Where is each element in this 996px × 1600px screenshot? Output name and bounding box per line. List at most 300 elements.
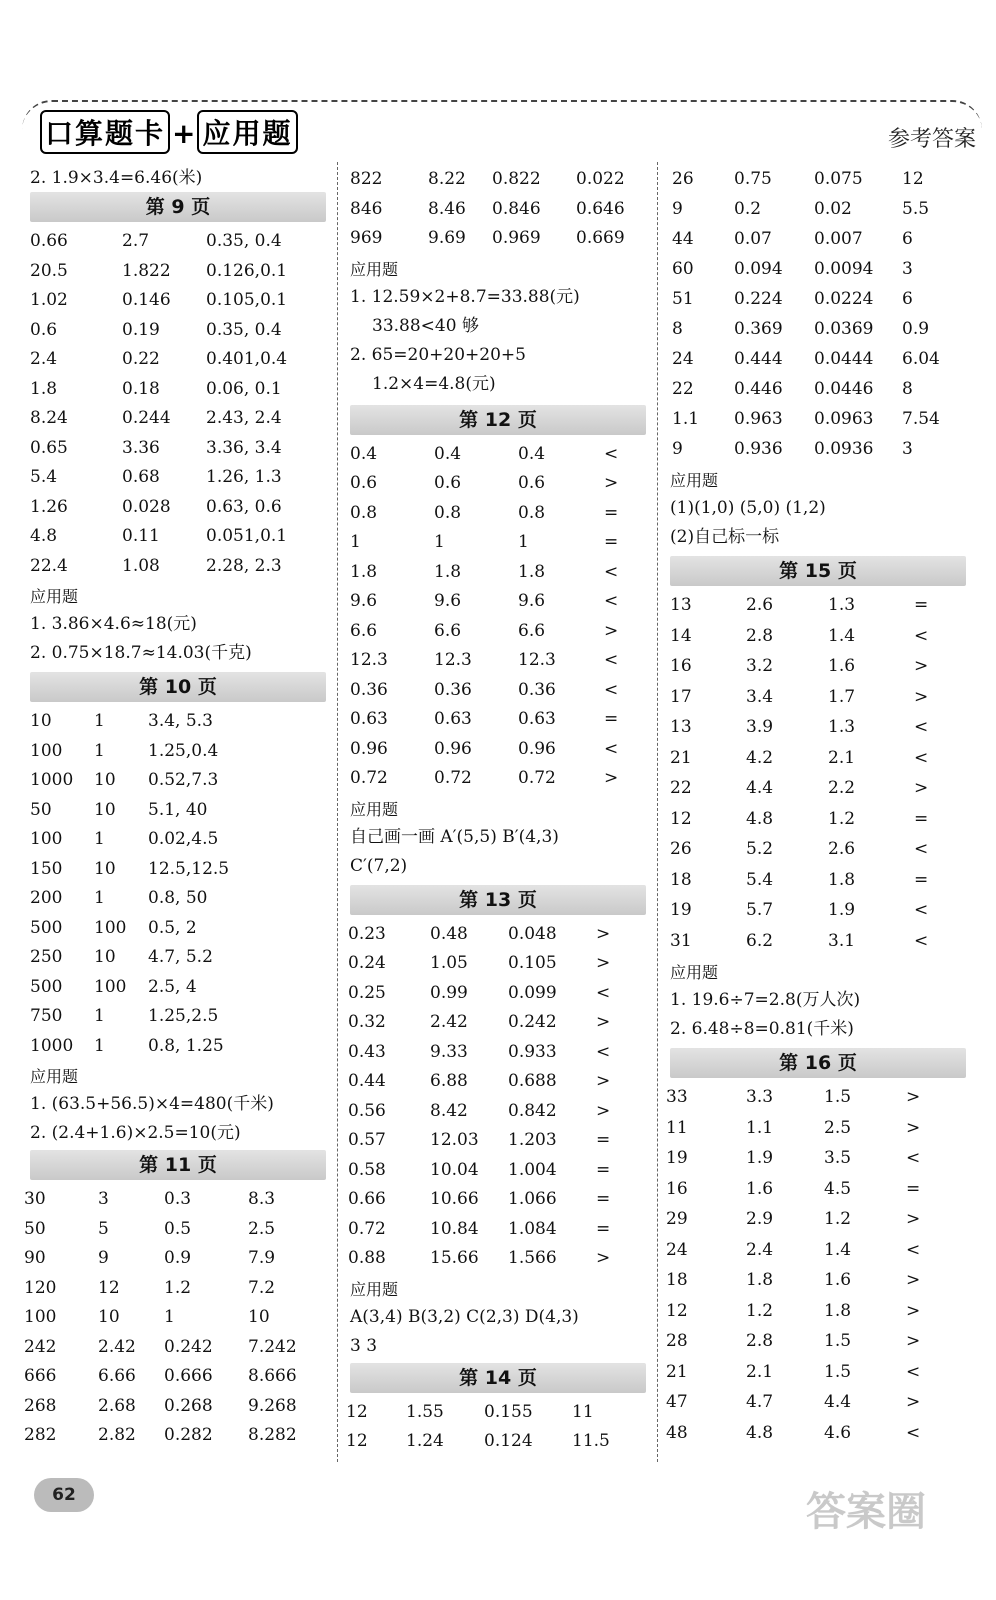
table-cell: 50 [30,799,52,820]
table-cell: 6 [902,289,913,309]
table-cell: 11 [572,1401,594,1422]
table-cell: 12.3 [518,650,556,670]
table-cell: 1.4 [824,1239,852,1260]
table-cell: > [604,473,619,493]
table-cell: 0.028 [122,496,171,517]
table-cell: 1 [434,532,445,552]
table-cell: 1.8 [30,378,58,399]
table-cell: 0.32 [348,1012,386,1032]
table-cell: 2.6 [746,595,774,615]
table-cell: 0.02 [814,199,852,219]
table-cell: 8.24 [30,408,68,428]
table-cell: 8.22 [428,169,466,189]
table-cell: 0.822 [492,169,541,189]
table-cell: = [596,1159,611,1180]
table-row [666,1082,970,1112]
table-cell: 0.3 [164,1189,192,1209]
table-cell: 0.44 [348,1071,386,1091]
table-cell: 9 [672,439,683,459]
table-cell: < [914,717,929,737]
table-cell: > [906,1117,921,1138]
table-cell: 0.24 [348,953,386,973]
table-row [350,498,650,528]
table-row [24,1214,330,1244]
table-row [30,256,330,286]
table-cell: 100 [24,1307,57,1327]
application-label: 应用题 [670,471,719,490]
table-cell: < [914,625,929,646]
table-cell: 30 [24,1189,46,1209]
table-cell: 1 [518,532,529,552]
page-section-header: 第 13 页 [350,885,646,915]
table-cell: 1.004 [508,1159,557,1180]
page-section-header: 第 12 页 [350,405,646,435]
table-row [30,492,330,522]
table-cell: 0.9 [902,319,930,339]
table-cell: 0.66 [348,1189,386,1209]
table-cell: 24 [666,1239,688,1260]
table-cell: 0.963 [734,409,783,429]
table-cell: 6.2 [746,930,774,951]
table-cell: 0.63 [518,709,556,729]
table-cell: 16 [670,656,692,676]
table-cell: 15.66 [430,1248,479,1268]
table-cell: 0.0224 [814,289,874,309]
table-cell: 0.666 [164,1366,213,1386]
table-cell: 1.6 [746,1178,774,1199]
table-row [350,645,650,675]
table-cell: 8.666 [248,1366,297,1386]
table-cell: 7.9 [248,1248,276,1268]
table-cell: 0.124 [484,1431,533,1451]
table-cell: 9.33 [430,1041,468,1062]
table-cell: 0.268 [164,1395,213,1416]
column-divider [657,162,659,1462]
answer-line: 自己画一画 A′(5,5) B′(4,3) [350,826,559,847]
table-cell: 250 [30,947,63,967]
table-cell: > [906,1209,921,1229]
table-cell: 3.4 [746,686,774,707]
table-cell: 0.66 [30,231,68,251]
table-cell: < [914,900,929,920]
table-row [30,403,330,433]
table-cell: 0.36 [434,679,472,700]
table-cell: 21 [666,1361,688,1382]
table-cell: 0.88 [348,1248,386,1268]
table-cell: 4.4 [824,1392,852,1412]
table-cell: = [604,532,619,552]
table-cell: 12 [346,1431,368,1451]
table-cell: 4.5 [824,1178,852,1199]
table-cell: 120 [24,1277,57,1298]
table-row [670,404,970,434]
table-cell: 0.4 [518,443,546,464]
table-cell: 1 [350,532,361,552]
table-cell: 0.0446 [814,379,874,399]
table-row [30,315,330,345]
answer-line: 1. (63.5+56.5)×4=480(千米) [30,1094,274,1114]
table-cell: 10 [94,770,116,790]
table-cell: 1.9 [746,1148,774,1168]
table-cell: 0.126,0.1 [206,260,288,281]
table-cell: 0.8 [350,502,378,523]
table-row [350,1096,650,1126]
table-cell: < [596,1041,611,1062]
table-row [670,254,970,284]
table-cell: 2.82 [98,1425,136,1445]
answer-line: 1. 3.86×4.6≈18(元) [30,614,197,634]
table-cell: > [604,620,619,641]
answer-line: 2. 0.75×18.7≈14.03(千克) [30,643,252,663]
table-cell: 12.03 [430,1130,479,1150]
table-cell: 0.8, 50 [148,888,208,908]
application-label: 应用题 [670,963,719,982]
table-cell: 12 [670,808,692,829]
table-cell: 8 [672,319,683,339]
table-cell: 4.8 [746,1422,774,1443]
table-cell: 0.56 [348,1100,386,1121]
table-cell: > [596,923,611,944]
table-cell: < [604,591,619,611]
table-cell: 20.5 [30,260,68,281]
table-cell: 2.1 [746,1361,774,1382]
table-cell: 1.8 [746,1270,774,1290]
table-cell: 3.9 [746,717,774,737]
table-cell: 44 [672,229,694,249]
table-cell: 2.5 [248,1218,276,1239]
table-row [670,374,970,404]
table-cell: 0.99 [430,982,468,1003]
table-row [666,1418,970,1448]
table-cell: = [604,502,619,523]
table-cell: 0.02,4.5 [148,829,219,849]
table-row [670,224,970,254]
table-row [24,1391,330,1421]
table-cell: 2.2 [828,778,856,798]
table-cell: < [914,747,929,768]
table-row [24,1243,330,1273]
table-cell: 0.401,0.4 [206,349,288,369]
application-label: 应用题 [30,1067,79,1086]
table-row [30,462,330,492]
table-cell: 3.1 [828,930,856,951]
answer-line: 33.88<40 够 [372,315,479,336]
table-cell: 0.446 [734,379,783,399]
table-row [350,468,650,498]
table-cell: 1.7 [828,686,856,707]
table-cell: > [906,1300,921,1321]
table-cell: 11 [666,1117,688,1138]
table-cell: = [914,808,929,829]
table-row [350,1243,650,1273]
table-cell: 150 [30,858,63,879]
table-cell: 0.36 [518,679,556,700]
table-cell: > [906,1331,921,1351]
table-row [670,773,970,803]
table-cell: 0.048 [508,923,557,944]
table-cell: 1.25,2.5 [148,1006,219,1026]
table-cell: 0.688 [508,1071,557,1091]
table-cell: 13 [670,717,692,737]
table-cell: 0.6 [30,319,58,340]
table-cell: 1.822 [122,260,171,281]
table-cell: 0.63 [350,709,388,729]
table-cell: 0.099 [508,982,557,1003]
table-cell: 0.8, 1.25 [148,1035,224,1056]
answers-heading: 参考答案 [887,127,976,152]
table-cell: 33 [666,1087,688,1107]
table-cell: = [604,709,619,729]
table-cell: 26 [670,839,692,859]
table-cell: 1.08 [122,555,160,576]
table-row [350,763,650,793]
table-cell: 2.7 [122,231,150,251]
table-cell: 2.8 [746,1331,774,1351]
table-cell: 12 [902,169,924,189]
table-cell: = [906,1178,921,1199]
table-cell: 22 [672,379,694,399]
page-section-header: 第 11 页 [30,1150,326,1180]
table-cell: 1 [94,740,105,761]
table-cell: 6.6 [434,620,462,641]
table-row [670,651,970,681]
table-row [350,223,650,253]
table-cell: 0.969 [492,228,541,248]
table-cell: 0.6 [350,473,378,493]
table-cell: 0.146 [122,290,171,310]
table-row [30,521,330,551]
table-cell: 9.268 [248,1395,297,1416]
answer-line: 2. 6.48÷8=0.81(千米) [670,1019,854,1039]
answer-line: 2. 65=20+20+20+5 [350,344,526,365]
table-row [666,1174,970,1204]
table-cell: < [906,1422,921,1443]
table-cell: 0.18 [122,378,160,399]
table-cell: 19 [670,900,692,920]
table-row [670,743,970,773]
table-row [350,194,650,224]
page-header [22,100,982,162]
table-cell: 0.2 [734,199,762,219]
table-row [24,1420,330,1450]
table-row [666,1326,970,1356]
table-cell: 3.4, 5.3 [148,711,213,731]
table-cell: 1.2 [824,1209,852,1229]
table-cell: < [604,650,619,670]
table-cell: 90 [24,1248,46,1268]
table-row [670,284,970,314]
table-cell: < [914,930,929,951]
table-cell: 0.5, 2 [148,917,197,938]
application-label: 应用题 [30,587,79,606]
table-row [30,1001,330,1031]
table-cell: 5 [98,1218,109,1239]
table-cell: 0.933 [508,1041,557,1062]
table-row [30,972,330,1002]
table-cell: = [914,595,929,615]
table-cell: 6.6 [350,620,378,641]
table-row [346,1426,650,1456]
table-row [350,586,650,616]
logo-plus: + [172,117,198,150]
table-row [24,1273,330,1303]
table-cell: 4.7 [746,1392,774,1412]
table-cell: 1 [94,829,105,849]
table-cell: 1.25,0.4 [148,740,219,761]
table-row [24,1332,330,1362]
table-cell: 0.25 [348,982,386,1003]
table-row [670,621,970,651]
table-row [670,926,970,956]
application-label: 应用题 [350,259,399,279]
table-cell: 60 [672,259,694,279]
table-cell: 0.75 [734,169,772,189]
table-row [346,1397,650,1427]
table-cell: > [596,1100,611,1121]
watermark-logo [806,1480,986,1580]
table-cell: 22 [670,778,692,798]
table-cell: 0.105 [508,953,557,973]
table-cell: 0.8 [518,502,546,523]
table-cell: 1.8 [434,561,462,582]
table-cell: 0.96 [518,738,556,759]
table-cell: 29 [666,1209,688,1229]
table-cell: 0.0444 [814,349,874,369]
table-cell: < [906,1148,921,1168]
table-cell: 0.52,7.3 [148,770,219,790]
table-cell: 12 [346,1401,368,1422]
application-label: 应用题 [350,799,399,819]
table-cell: 9.6 [350,591,378,611]
table-cell: 21 [670,747,692,768]
table-cell: 0.11 [122,526,160,546]
table-cell: 5.7 [746,900,774,920]
table-cell: 2.68 [98,1395,136,1416]
table-cell: > [596,1012,611,1032]
table-cell: 8.42 [430,1100,468,1121]
table-row [30,1031,330,1061]
table-cell: 1.1 [746,1117,774,1138]
table-cell: 0.23 [348,923,386,944]
table-cell: 1.6 [824,1270,852,1290]
page-section-header: 第 10 页 [30,672,326,702]
table-cell: 268 [24,1395,57,1416]
table-cell: 0.242 [164,1336,213,1357]
answer-line: (1)(1,0) (5,0) (1,2) [670,498,826,518]
table-cell: 100 [94,976,127,997]
table-row [670,164,970,194]
table-cell: 9 [98,1248,109,1268]
table-row [30,706,330,736]
answer-line: (2)自己标一标 [670,527,780,547]
table-row [24,1184,330,1214]
table-cell: 0.846 [492,198,541,219]
table-cell: 0.96 [350,738,388,759]
table-cell: 100 [30,829,63,849]
table-row [670,314,970,344]
table-row [350,1155,650,1185]
column-divider [337,162,339,1462]
table-cell: 47 [666,1392,688,1412]
table-cell: 5.1, 40 [148,799,208,820]
table-cell: 1.203 [508,1130,557,1150]
table-cell: 8.3 [248,1189,276,1209]
table-cell: < [596,982,611,1003]
table-row [24,1361,330,1391]
table-cell: 2.6 [828,839,856,859]
table-cell: 6.04 [902,349,940,369]
table-cell: 1000 [30,1035,74,1056]
table-cell: 0.0369 [814,319,874,339]
table-cell: 0.35, 0.4 [206,319,282,340]
page-section-header: 第 15 页 [670,556,966,586]
table-cell: 9.69 [428,228,466,248]
table-cell: 1 [94,1035,105,1056]
table-cell: 10.04 [430,1159,479,1180]
answer-line: A(3,4) B(3,2) C(2,3) D(4,3) [350,1306,579,1327]
table-row [350,1214,650,1244]
table-row [30,795,330,825]
table-row [24,1302,330,1332]
table-cell: 5.2 [746,839,774,859]
table-cell: 1.3 [828,595,856,615]
table-cell: 666 [24,1366,57,1386]
table-cell: = [914,869,929,890]
table-cell: 1.8 [350,561,378,582]
table-cell: 10 [248,1307,270,1327]
table-row [670,682,970,712]
table-cell: 0.051,0.1 [206,526,288,546]
table-cell: 1.8 [518,561,546,582]
table-cell: < [906,1239,921,1260]
table-cell: 17 [670,686,692,707]
table-cell: 1.8 [824,1300,852,1321]
page-section-header: 第 9 页 [30,192,326,222]
table-cell: 6 [902,229,913,249]
table-row [350,1066,650,1096]
logo-part1: 口算题卡 [40,110,170,154]
table-cell: 4.2 [746,747,774,768]
table-cell: 4.7, 5.2 [148,947,213,967]
table-row [30,854,330,884]
table-cell: < [604,738,619,759]
answer-line: 2. 1.9×3.4=6.46(米) [30,168,203,188]
table-cell: 1.084 [508,1218,557,1239]
table-cell: 14 [670,625,692,646]
table-row [350,734,650,764]
table-cell: 3.36 [122,437,160,458]
table-cell: 0.6 [434,473,462,493]
table-cell: 12.3 [350,650,388,670]
table-row [666,1296,970,1326]
table-cell: 6.66 [98,1366,136,1386]
table-cell: 10 [94,799,116,820]
table-cell: 0.0094 [814,259,874,279]
table-cell: 12 [666,1300,688,1321]
table-cell: 6.6 [518,620,546,641]
table-row [670,194,970,224]
table-cell: 1.2 [828,808,856,829]
table-cell: 1.5 [824,1361,852,1382]
table-row [670,712,970,742]
table-cell: 1 [164,1307,175,1327]
table-cell: 0.63 [434,709,472,729]
table-cell: 31 [670,930,692,951]
table-cell: 24 [672,349,694,369]
table-cell: 1.1 [672,409,700,429]
table-row [30,765,330,795]
table-cell: < [914,839,929,859]
